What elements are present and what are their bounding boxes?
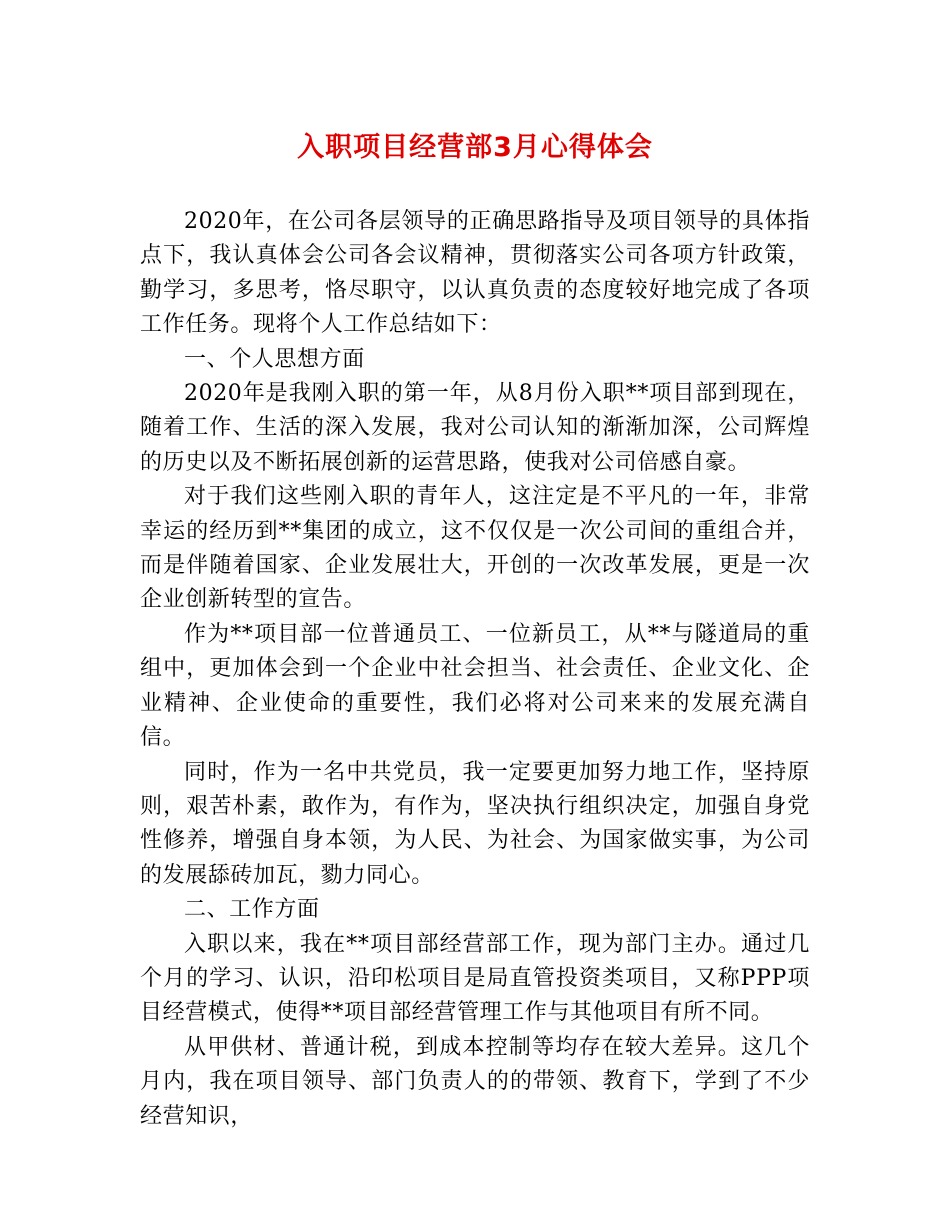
paragraph: 作为**项目部一位普通员工、一位新员工，从**与隧道局的重组中，更加体会到一个企业中社会担当、社会责任、企业文化、企业精神、企业使命的重要性，我们必将对公司来来的发展充满自信。: [140, 621, 810, 751]
paragraph: 对于我们这些刚入职的青年人，这注定是不平凡的一年，非常幸运的经历到**集团的成立，这不仅仅是一次公司间的重组合并，而是伴随着国家、企业发展壮大，开创的一次改革发展，更是一次企业创新转型的宣告。: [140, 484, 810, 613]
paragraph: 2020年是我刚入职的第一年，从8月份入职**项目部到现在，随着工作、生活的深入发展，我对公司认知的渐渐加深，公司辉煌的历史以及不断拓展创新的运营思路，使我对公司倍感自豪。: [140, 381, 810, 475]
document-body: [140, 205, 810, 1134]
paragraph: 同时，作为一名中共党员，我一定要更加努力地工作，坚持原则，艰苦朴素，敢作为，有作为，坚决执行组织决定，加强自身党性修养，增强自身本领，为人民、为社会、为国家做实事，为公司的发展舔砖加瓦，勠力同心。: [140, 759, 810, 888]
paragraph-intro: 2020年，在公司各层领导的正确思路指导及项目领导的具体指点下，我认真体会公司各会议精神，贯彻落实公司各项方针政策，勤学习，多思考，恪尽职守，以认真负责的态度较好地完成了各项工作任务。现将个人工作总结如下：: [140, 209, 810, 338]
paragraph: 从甲供材、普通计税，到成本控制等均存在较大差异。这几个月内，我在项目领导、部门负责人的的带领、教育下，学到了不少经营知识，: [140, 1034, 810, 1129]
section-heading-work: 二、工作方面: [184, 897, 320, 923]
section-heading-thought: 一、个人思想方面: [184, 346, 365, 372]
paragraph: 入职以来，我在**项目部经营部工作，现为部门主办。通过几个月的学习、认识，沿印松项目是局直管投资类项目，又称PPP项目经营模式，使得**项目部经营管理工作与其他项目有所不同。: [140, 931, 810, 1026]
document-title: 入职项目经营部3月心得体会: [297, 132, 653, 163]
